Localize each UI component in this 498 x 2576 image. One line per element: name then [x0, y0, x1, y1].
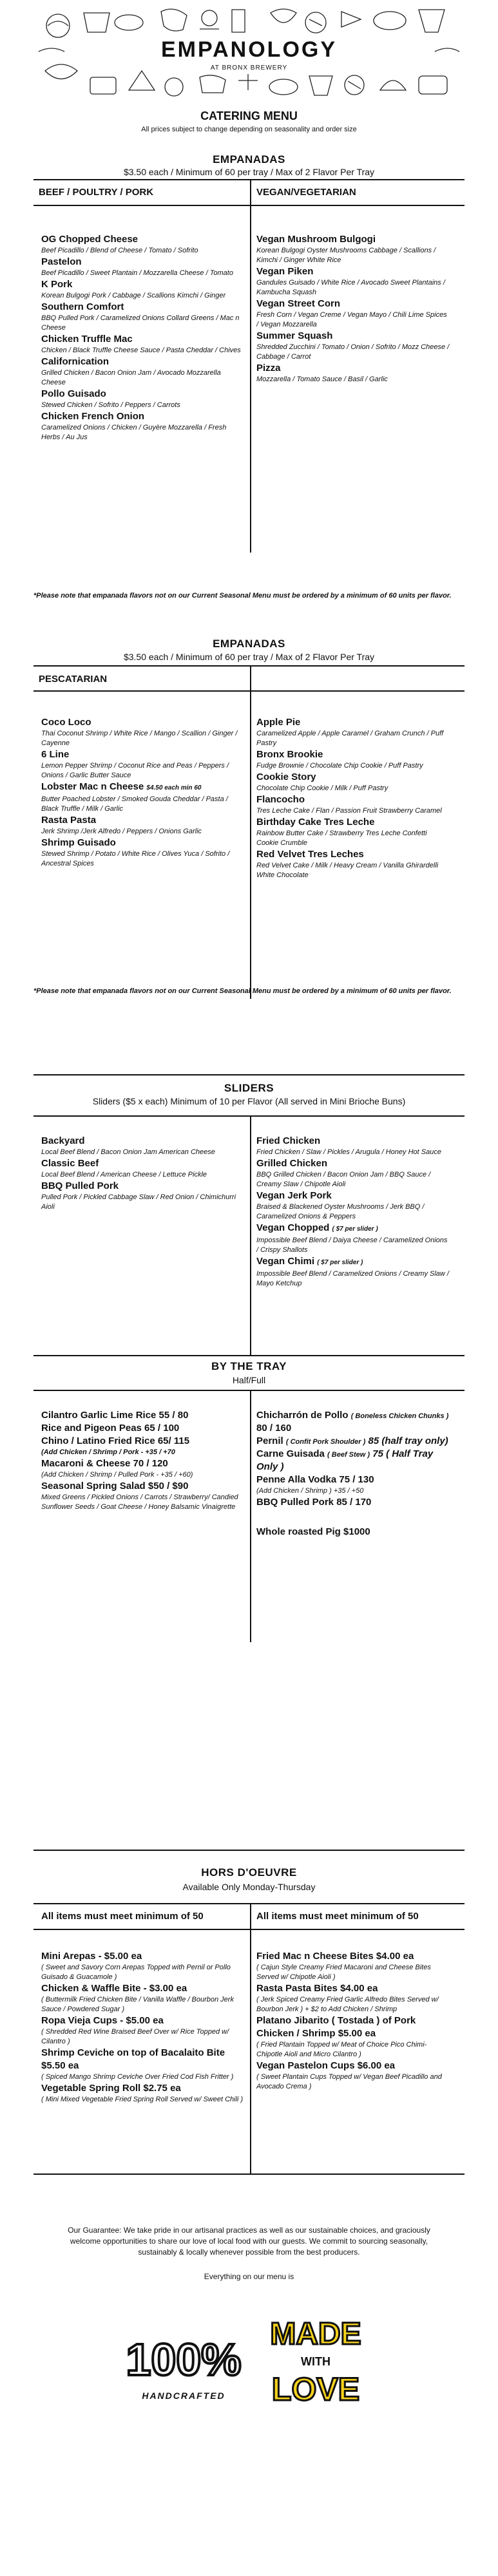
- menu-item: Backyard Local Beef Blend / Bacon Onion Jam American Cheese: [41, 1135, 215, 1156]
- menu-item: Mini Arepas - $5.00 ea ( Sweet and Savory Corn Arepas Topped with Pernil or Pollo Guisado & Guacamole ): [41, 1951, 231, 1981]
- menu-item: Shrimp Guisado Stewed Shrimp / Potato / White Rice / Olives Yuca / Sofrito / Ancestral Spices: [41, 837, 230, 867]
- menu-item: Southern Comfort BBQ Pulled Pork / Caramelized Onions Collard Greens / Mac n Cheese: [41, 301, 240, 332]
- hors-left-heading: All items must meet minimum of 50: [41, 1911, 204, 1922]
- sliders-left-list: [41, 1135, 244, 1212]
- menu-item: Seasonal Spring Salad $50 / $90 Mixed Greens / Pickled Onions / Carrots / Strawberry/ Candied Sunflower Seeds / Goat Cheese / Honey Balsamic Vinaigrette: [41, 1481, 238, 1511]
- hors-subtitle: Available Only Monday-Thursday: [182, 1882, 316, 1892]
- column-divider: [250, 665, 251, 999]
- menu-item: Bronx Brookie Fudge Brownie / Chocolate Chip Cookie / Puff Pastry: [256, 749, 423, 770]
- divider: [34, 690, 464, 692]
- hors-title: HORS D'OEUVRE: [201, 1866, 297, 1879]
- column-divider: [250, 179, 251, 553]
- divider: [34, 1074, 464, 1075]
- menu-item: BBQ Pulled Pork 85 / 170: [256, 1497, 372, 1508]
- made-text: MADE: [270, 2317, 361, 2351]
- brand-logo: EMPANOLOGY: [160, 37, 338, 62]
- menu-item: Chicken French Onion Caramelized Onions / Chicken / Guyère Mozzarella / Fresh Herbs / Au Jus: [41, 411, 227, 441]
- tray-left-list: [41, 1409, 244, 1512]
- menu-item: Red Velvet Tres Leches Red Velvet Cake / Milk / Heavy Cream / Vanilla Ghirardelli White Chocolate: [256, 849, 439, 879]
- menu-item: OG Chopped Cheese Beef Picadillo / Blend of Cheese / Tomato / Sofrito: [41, 234, 198, 254]
- divider: [34, 1355, 464, 1356]
- menu-item: Ropa Vieja Cups - $5.00 ea ( Shredded Red Wine Braised Beef Over w/ Rice Topped w/ Cilantro ): [41, 2015, 229, 2045]
- menu-item: Platano Jibarito ( Tostada ) of Pork Chicken / Shrimp $5.00 ea ( Fried Plantain Topped w/ Meat of Choice Pico Chimi-Chipotle Aioli and Micro Cilantro ): [256, 2015, 427, 2058]
- hors-right-list: [256, 1950, 450, 2092]
- menu-item: Shrimp Ceviche on top of Bacalaito Bite $5.50 ea ( Spiced Mango Shrimp Ceviche Over Fried Cod Fish Fritter ): [41, 2047, 234, 2081]
- menu-item: Vegan Pastelon Cups $6.00 ea ( Sweet Plantain Cups Topped w/ Vegan Beef Picadillo and Avocado Crema ): [256, 2060, 442, 2090]
- menu-item: Apple Pie Caramelized Apple / Apple Caramel / Graham Crunch / Puff Pastry: [256, 717, 444, 747]
- handcrafted-badge: [126, 2318, 242, 2409]
- menu-item: BBQ Pulled Pork Pulled Pork / Pickled Cabbage Slaw / Red Onion / Chimichurri Aioli: [41, 1180, 236, 1211]
- menu-item: Summer Squash Shredded Zucchini / Tomato / Onion / Sofrito / Mozz Cheese / Cabbage / Carrot: [256, 330, 450, 361]
- menu-item: Cookie Story Chocolate Chip Cookie / Milk / Puff Pastry: [256, 772, 388, 792]
- menu-item: 6 Line Lemon Pepper Shrimp / Coconut Rice and Peas / Peppers / Onions / Garlic Butter Sauce: [41, 749, 229, 779]
- hors-left-list: [41, 1950, 244, 2105]
- empanada-note-2: *Please note that empanada flavors not on our Current Seasonal Menu must be ordered by a minimum of 60 units per flavor.: [34, 987, 452, 995]
- everything-text: Everything on our menu is: [204, 2272, 294, 2281]
- divider: [34, 205, 464, 206]
- made-with-love-badge: [254, 2309, 370, 2412]
- vegan-vegetarian-heading: VEGAN/VEGETARIAN: [256, 187, 356, 198]
- empanadas-subtitle-2: $3.50 each / Minimum of 60 per tray / Max of 2 Flavor Per Tray: [123, 652, 375, 662]
- divider: [34, 2174, 464, 2175]
- hors-right-heading: All items must meet minimum of 50: [256, 1911, 419, 1922]
- column-divider: [250, 1903, 251, 2174]
- menu-item: Vegan Piken Gandules Guisado / White Rice / Avocado Sweet Plantains / Kambucha Squash: [256, 266, 445, 296]
- menu-item: Chino / Latino Fried Rice 65/ 115 (Add Chicken / Shrimp / Pork - +35 / +70: [41, 1435, 190, 1456]
- menu-item: Vegan Chopped ( $7 per slider ) Impossible Beef Blend / Daiya Cheese / Caramelized Onions / Crispy Shallots: [256, 1222, 448, 1254]
- menu-item: Rasta Pasta Bites $4.00 ea ( Jerk Spiced Creamy Fried Garlic Alfredo Bites Served w/ Bourbon Jerk ) + $2 to Add Chicken / Shrimp: [256, 1983, 439, 2013]
- badge-number: 100%: [126, 2334, 242, 2385]
- menu-item: Vegan Jerk Pork Braised & Blackened Oyster Mushrooms / Jerk BBQ / Caramelized Onions & Peppers: [256, 1190, 425, 1220]
- tray-title: BY THE TRAY: [211, 1360, 287, 1372]
- tray-subtitle: Half/Full: [232, 1375, 266, 1385]
- menu-item: Chicken Truffle Mac Chicken / Black Truffle Cheese Sauce / Pasta Cheddar / Chives: [41, 334, 241, 354]
- sliders-subtitle: Sliders ($5 x each) Minimum of 10 per Flavor (All served in Mini Brioche Buns): [92, 1096, 406, 1106]
- tray-right-list: [256, 1409, 450, 1539]
- divider: [34, 1903, 464, 1904]
- menu-item: Chicharrón de Pollo ( Boneless Chicken Chunks ) 80 / 160: [256, 1410, 449, 1434]
- menu-item: Vegan Mushroom Bulgogi Korean Bulgogi Oyster Mushrooms Cabbage / Scallions / Kimchi / Ginger White Rice: [256, 234, 436, 264]
- menu-item: Carne Guisada ( Beef Stew ) 75 ( Half Tray Only ): [256, 1448, 434, 1472]
- menu-item: Whole roasted Pig $1000: [256, 1526, 370, 1537]
- menu-item: Cilantro Garlic Lime Rice 55 / 80: [41, 1410, 189, 1421]
- menu-item: Rasta Pasta Jerk Shrimp /Jerk Alfredo / Peppers / Onions Garlic: [41, 815, 202, 835]
- pescatarian-heading: PESCATARIAN: [39, 674, 108, 685]
- menu-item: Fried Mac n Cheese Bites $4.00 ea ( Cajun Style Creamy Fried Macaroni and Cheese Bites Served w/ Chipotle Aioli ): [256, 1951, 431, 1981]
- pescatarian-list: [41, 716, 244, 869]
- menu-item: Fried Chicken Fried Chicken / Slaw / Pickles / Arugula / Honey Hot Sauce: [256, 1135, 441, 1156]
- divider: [34, 179, 464, 180]
- menu-item: Macaroni & Cheese 70 / 120 (Add Chicken / Shrimp / Pulled Pork - +35 / +60): [41, 1458, 193, 1479]
- menu-item: Coco Loco Thai Coconut Shrimp / White Rice / Mango / Scallion / Ginger / Cayenne: [41, 717, 238, 747]
- divider: [34, 1929, 464, 1930]
- divider: [34, 665, 464, 667]
- badge-caption: HANDCRAFTED: [142, 2391, 225, 2401]
- menu-item: Grilled Chicken BBQ Grilled Chicken / Bacon Onion Jam / BBQ Sauce / Creamy Slaw / Chipotle Aioli: [256, 1158, 431, 1188]
- menu-item: Rice and Pigeon Peas 65 / 100: [41, 1423, 180, 1434]
- menu-item: Birthday Cake Tres Leche Rainbow Butter Cake / Strawberry Tres Leche Confetti Cookie Crumble: [256, 817, 427, 847]
- menu-item: Pizza Mozzarella / Tomato Sauce / Basil / Garlic: [256, 363, 388, 383]
- sliders-right-list: [256, 1135, 450, 1289]
- menu-item: Penne Alla Vodka 75 / 130 (Add Chicken / Shrimp ) +35 / +50: [256, 1474, 374, 1495]
- empanadas-subtitle: $3.50 each / Minimum of 60 per tray / Max of 2 Flavor Per Tray: [123, 167, 375, 177]
- menu-item: Chicken & Waffle Bite - $3.00 ea ( Buttermilk Fried Chicken Bite / Vanilla Waffle / Bourbon Jerk Sauce / Powdered Sugar ): [41, 1983, 234, 2013]
- catering-title: CATERING MENU: [200, 109, 298, 122]
- brand-tagline: AT BRONX BREWERY: [210, 64, 288, 71]
- divider: [34, 1390, 464, 1391]
- menu-item: Vegetable Spring Roll $2.75 ea ( Mini Mixed Vegetable Fried Spring Roll Served w/ Sweet Chili ): [41, 2083, 244, 2103]
- divider: [34, 1115, 464, 1117]
- love-text: LOVE: [271, 2371, 360, 2407]
- menu-item: Californication Grilled Chicken / Bacon Onion Jam / Avocado Mozzarella Cheese: [41, 356, 221, 386]
- vegan-list: [256, 233, 450, 384]
- menu-item: K Pork Korean Bulgogi Pork / Cabbage / Scallions Kimchi / Ginger: [41, 279, 226, 299]
- guarantee-text: Our Guarantee: We take pride in our artisanal practices as well as our sustainable choices, and graciously welcome opportunities to share our love of local food with our guests. We commit to sourcing seasonally, sustainably & locally whenever possible from the best producers.: [68, 2226, 430, 2257]
- column-divider: [250, 1390, 251, 1642]
- empanada-note: *Please note that empanada flavors not on our Current Seasonal Menu must be ordered by a minimum of 60 units per flavor.: [34, 592, 452, 600]
- beef-list: [41, 233, 244, 442]
- menu-item: Lobster Mac n Cheese $4.50 each min 60 Butter Poached Lobster / Smoked Gouda Cheddar / Pasta / Black Truffle / Milk / Garlic: [41, 781, 228, 813]
- dessert-list: [256, 716, 450, 880]
- menu-item: Vegan Street Corn Fresh Corn / Vegan Creme / Vegan Mayo / Chili Lime Spices / Vegan Mozzarella: [256, 298, 447, 328]
- with-text: WITH: [301, 2355, 330, 2368]
- menu-item: Pastelon Beef Picadillo / Sweet Plantain / Mozzarella Cheese / Tomato: [41, 256, 233, 277]
- divider: [34, 1850, 464, 1851]
- sliders-title: SLIDERS: [224, 1082, 274, 1094]
- menu-item: Classic Beef Local Beef Blend / American Cheese / Lettuce Pickle: [41, 1158, 207, 1179]
- beef-poultry-pork-heading: BEEF / POULTRY / PORK: [39, 187, 154, 198]
- catering-subtitle: All prices subject to change depending on seasonality and order size: [141, 126, 357, 133]
- menu-item: Pernil ( Confit Pork Shoulder ) 85 (half tray only): [256, 1435, 448, 1446]
- empanadas-title: EMPANADAS: [213, 153, 285, 166]
- menu-item: Flancocho Tres Leche Cake / Flan / Passion Fruit Strawberry Caramel: [256, 794, 442, 815]
- menu-item: Pollo Guisado Stewed Chicken / Sofrito / Peppers / Carrots: [41, 388, 180, 409]
- empanadas-title-2: EMPANADAS: [213, 638, 285, 650]
- column-divider: [250, 1115, 251, 1355]
- menu-item: Vegan Chimi ( $7 per slider ) Impossible Beef Blend / Caramelized Onions / Creamy Slaw / Mayo Ketchup: [256, 1256, 449, 1287]
